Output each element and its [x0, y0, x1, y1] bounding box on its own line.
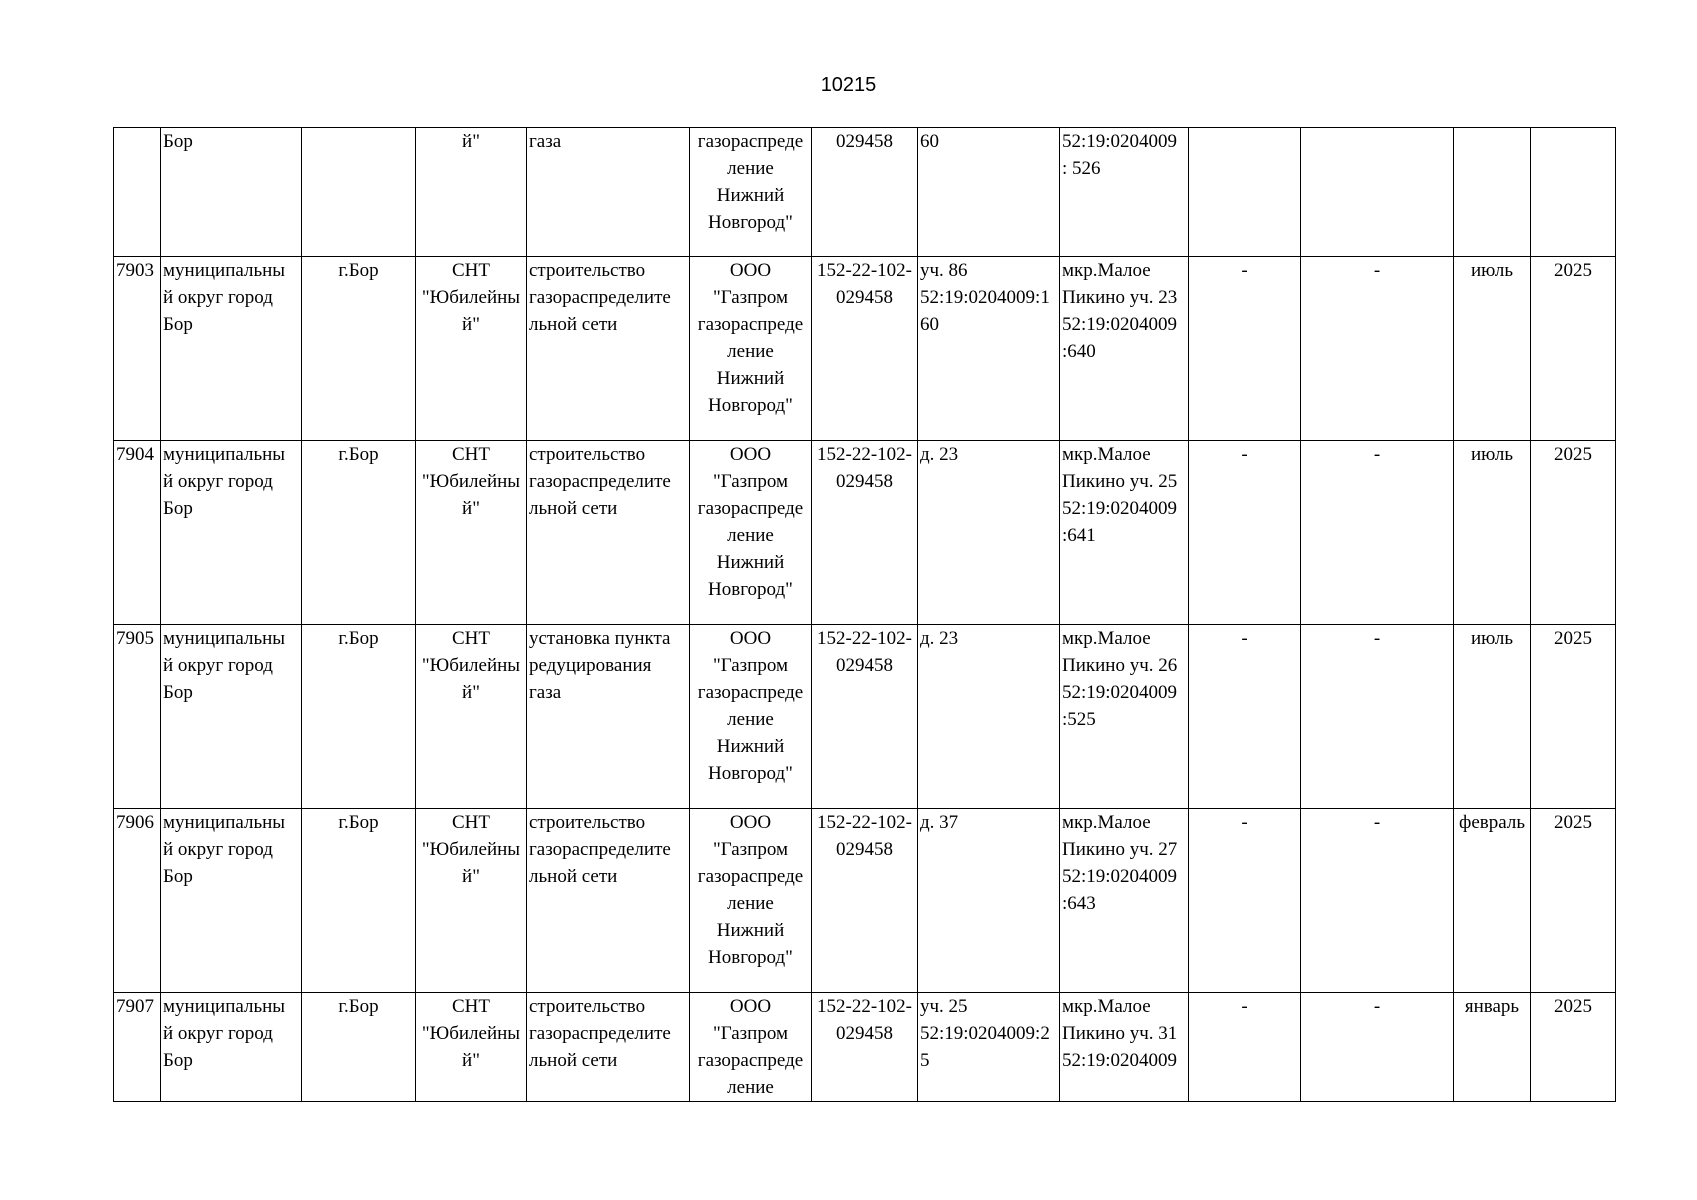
cell-text: СНТ "Юбилейны й" [421, 996, 521, 1071]
cell-text: - [1241, 812, 1248, 833]
cell-snt [416, 809, 527, 993]
cell-text: строительство газораспределите льной сети [529, 812, 671, 887]
cell-text: д. 37 [920, 812, 959, 833]
cell-text: февраль [1459, 812, 1525, 833]
cell-district [161, 625, 302, 809]
cell-text: июль [1470, 260, 1514, 281]
cell-text: 7906 [116, 812, 154, 833]
cell-text: ООО "Газпром газораспреде ление Нижний Новгород" [697, 812, 804, 968]
cell-text: муниципальны й округ город Бор [163, 260, 286, 335]
cell-cadastral [1060, 128, 1189, 257]
cell-work [527, 993, 690, 1102]
cell-city [302, 809, 416, 993]
cell-text: строительство газораспределите льной сети [529, 996, 671, 1071]
cell-num [114, 993, 161, 1102]
cell-address [918, 809, 1060, 993]
cell-text: 7904 [116, 444, 154, 465]
cell-month [1454, 993, 1531, 1102]
cell-col10 [1189, 128, 1301, 257]
cell-num [114, 441, 161, 625]
table-row [114, 257, 1616, 441]
cell-address [918, 128, 1060, 257]
cell-num [114, 809, 161, 993]
cell-col11 [1301, 809, 1454, 993]
cell-org [690, 625, 812, 809]
cell-text: д. 23 [920, 444, 959, 465]
table-row [114, 441, 1616, 625]
cell-district [161, 128, 302, 257]
cell-text: 2025 [1554, 628, 1592, 649]
cell-text: - [1373, 260, 1381, 281]
table-row [114, 128, 1616, 257]
cell-text: д. 23 [920, 628, 959, 649]
cell-year [1531, 441, 1616, 625]
cell-cadastral [1060, 993, 1189, 1102]
cell-text: муниципальны й округ город Бор [163, 628, 286, 703]
cell-month [1454, 441, 1531, 625]
cell-text: ООО "Газпром газораспреде ление [697, 996, 804, 1098]
cell-text: - [1373, 628, 1381, 649]
cell-text: СНТ "Юбилейны й" [421, 444, 521, 519]
cell-num [114, 625, 161, 809]
cell-address [918, 993, 1060, 1102]
cell-district [161, 809, 302, 993]
cell-year [1531, 625, 1616, 809]
cell-col11 [1301, 257, 1454, 441]
table-row [114, 993, 1616, 1102]
cell-text: газораспреде ление Нижний Новгород" [697, 131, 804, 233]
cell-text: 7907 [116, 996, 154, 1017]
cell-text: уч. 86 52:19:0204009:1 60 [920, 260, 1050, 335]
cell-col11 [1301, 993, 1454, 1102]
cell-text: г.Бор [338, 260, 379, 281]
cell-text: 7905 [116, 628, 154, 649]
cell-text: 152-22-102- 029458 [817, 444, 912, 492]
cell-year [1531, 993, 1616, 1102]
cell-text: ООО "Газпром газораспреде ление Нижний Новгород" [697, 260, 804, 416]
cell-text: 52:19:0204009 : 526 [1062, 131, 1178, 179]
cell-work [527, 625, 690, 809]
cell-work [527, 128, 690, 257]
cell-month [1454, 128, 1531, 257]
cell-text: - [1373, 996, 1381, 1017]
cell-cadastral [1060, 257, 1189, 441]
table-row [114, 625, 1616, 809]
cell-num [114, 257, 161, 441]
cell-city [302, 625, 416, 809]
cell-district [161, 257, 302, 441]
cell-snt [416, 257, 527, 441]
cell-col10 [1189, 441, 1301, 625]
cell-work [527, 441, 690, 625]
cell-text: ООО "Газпром газораспреде ление Нижний Новгород" [697, 444, 804, 600]
cell-text: - [1241, 628, 1248, 649]
cell-code [812, 441, 918, 625]
cell-code [812, 809, 918, 993]
cell-month [1454, 625, 1531, 809]
cell-district [161, 993, 302, 1102]
cell-text: муниципальны й округ город Бор [163, 444, 286, 519]
cell-col10 [1189, 809, 1301, 993]
cell-org [690, 809, 812, 993]
cell-text: 2025 [1554, 996, 1592, 1017]
cell-text: й" [462, 131, 480, 152]
cell-text: 152-22-102- 029458 [817, 996, 912, 1044]
cell-num [114, 128, 161, 257]
cell-text: установка пункта редуцирования газа [529, 628, 671, 703]
page-number: 10215 [820, 74, 877, 96]
cell-work [527, 809, 690, 993]
cell-text: - [1373, 812, 1381, 833]
cell-org [690, 128, 812, 257]
cell-col11 [1301, 625, 1454, 809]
cell-snt [416, 993, 527, 1102]
cell-col11 [1301, 128, 1454, 257]
cell-code [812, 625, 918, 809]
cell-text: - [1241, 444, 1248, 465]
cell-city [302, 257, 416, 441]
cell-text: строительство газораспределите льной сети [529, 260, 671, 335]
cell-text: 152-22-102- 029458 [817, 260, 912, 308]
cell-year [1531, 128, 1616, 257]
table-row [114, 809, 1616, 993]
cell-text: муниципальны й округ город Бор [163, 996, 286, 1071]
cell-address [918, 257, 1060, 441]
cell-text: Бор [163, 131, 193, 152]
cell-year [1531, 809, 1616, 993]
cell-district [161, 441, 302, 625]
cell-year [1531, 257, 1616, 441]
cell-city [302, 441, 416, 625]
cell-text: СНТ "Юбилейны й" [421, 260, 521, 335]
cell-text: г.Бор [338, 628, 379, 649]
cell-text: 60 [920, 131, 939, 152]
cell-text: ООО "Газпром газораспреде ление Нижний Новгород" [697, 628, 804, 784]
cell-text: мкр.Малое Пикино уч. 26 52:19:0204009 :525 [1062, 628, 1178, 730]
cell-org [690, 441, 812, 625]
cell-cadastral [1060, 809, 1189, 993]
cell-org [690, 993, 812, 1102]
cell-text: г.Бор [338, 444, 379, 465]
cell-text: 7903 [116, 260, 154, 281]
cell-text: газа [529, 131, 562, 152]
cell-text: СНТ "Юбилейны й" [421, 812, 521, 887]
cell-text: июль [1470, 444, 1514, 465]
cell-text: СНТ "Юбилейны й" [421, 628, 521, 703]
cell-text: г.Бор [338, 996, 379, 1017]
cell-text: 152-22-102- 029458 [817, 812, 912, 860]
cell-snt [416, 441, 527, 625]
cell-text: 029458 [836, 131, 893, 152]
cell-work [527, 257, 690, 441]
cell-month [1454, 257, 1531, 441]
cell-text: уч. 25 52:19:0204009:2 5 [920, 996, 1050, 1071]
cell-text: муниципальны й округ город Бор [163, 812, 286, 887]
cell-cadastral [1060, 441, 1189, 625]
cell-month [1454, 809, 1531, 993]
cell-text: мкр.Малое Пикино уч. 25 52:19:0204009 :641 [1062, 444, 1178, 546]
cell-text: - [1241, 996, 1248, 1017]
cell-text: - [1373, 444, 1381, 465]
cell-code [812, 257, 918, 441]
cell-snt [416, 128, 527, 257]
cell-text: 2025 [1554, 260, 1592, 281]
cell-text: июль [1470, 628, 1514, 649]
cell-text: 152-22-102- 029458 [817, 628, 912, 676]
cell-text: мкр.Малое Пикино уч. 27 52:19:0204009 :643 [1062, 812, 1178, 914]
cell-city [302, 128, 416, 257]
cell-text: 2025 [1554, 812, 1592, 833]
cell-col11 [1301, 441, 1454, 625]
cell-col10 [1189, 993, 1301, 1102]
cell-city [302, 993, 416, 1102]
cell-code [812, 128, 918, 257]
cell-org [690, 257, 812, 441]
cell-text: мкр.Малое Пикино уч. 23 52:19:0204009 :640 [1062, 260, 1178, 362]
cell-address [918, 625, 1060, 809]
registry-table [113, 127, 1616, 1102]
cell-text: строительство газораспределите льной сети [529, 444, 671, 519]
cell-text: - [1241, 260, 1248, 281]
cell-text: мкр.Малое Пикино уч. 31 52:19:0204009 [1062, 996, 1178, 1071]
cell-cadastral [1060, 625, 1189, 809]
cell-address [918, 441, 1060, 625]
cell-col10 [1189, 625, 1301, 809]
cell-text: г.Бор [338, 812, 379, 833]
cell-snt [416, 625, 527, 809]
cell-col10 [1189, 257, 1301, 441]
cell-text: 2025 [1554, 444, 1592, 465]
cell-text: январь [1464, 996, 1520, 1017]
cell-code [812, 993, 918, 1102]
